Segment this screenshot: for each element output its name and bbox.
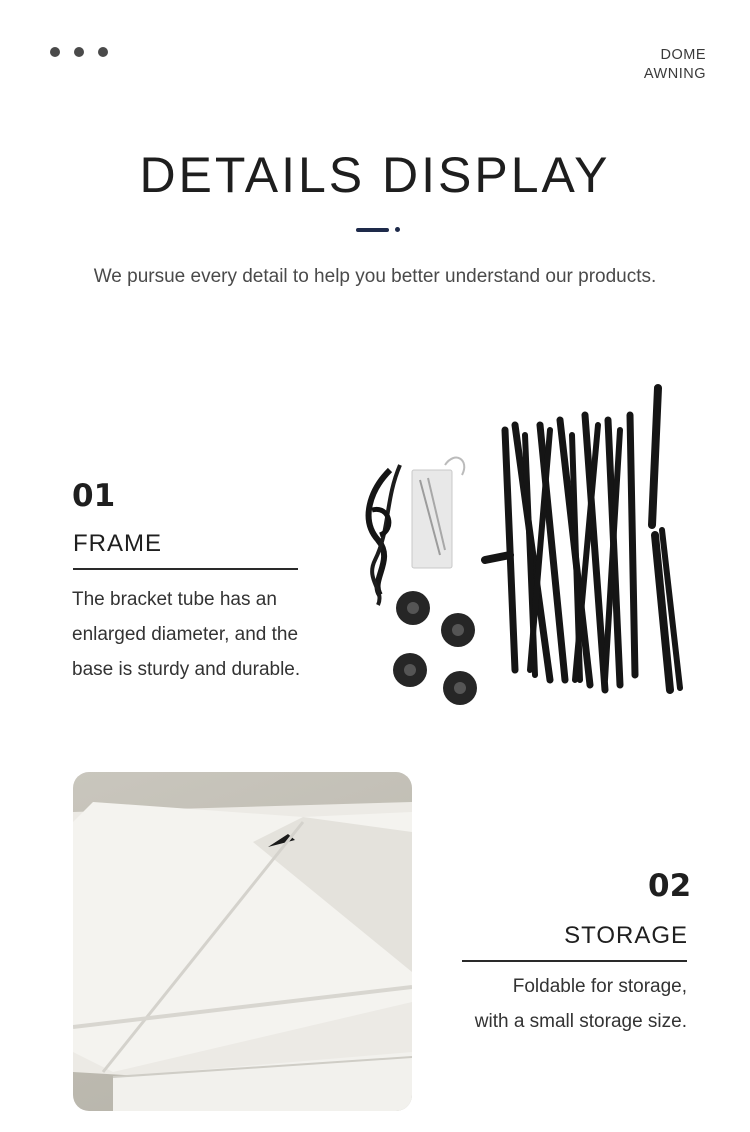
desc-line: with a small storage size. bbox=[474, 1011, 687, 1032]
desc-line: enlarged diameter, and the bbox=[72, 624, 299, 645]
brand-label bbox=[644, 46, 706, 84]
feature-desc-frame bbox=[72, 582, 300, 687]
feature-desc-storage bbox=[475, 969, 687, 1039]
title-divider bbox=[356, 227, 400, 232]
feature-number-storage: 02 bbox=[648, 868, 692, 904]
poles bbox=[485, 388, 680, 690]
strap bbox=[369, 465, 400, 605]
feature-title-storage: STORAGE bbox=[564, 922, 688, 949]
desc-line: The bracket tube has an bbox=[72, 589, 277, 610]
desc-line: Foldable for storage, bbox=[512, 976, 687, 997]
feature-rule-frame bbox=[73, 568, 298, 570]
feature-rule-storage bbox=[462, 960, 687, 962]
folded-fabric-image bbox=[73, 772, 412, 1111]
feature-title-frame: FRAME bbox=[73, 530, 162, 557]
base-connectors bbox=[393, 591, 477, 705]
feature-number-frame: 01 bbox=[72, 478, 116, 514]
divider-bar bbox=[356, 228, 389, 232]
brand-line-2: AWNING bbox=[643, 66, 706, 82]
page-subtitle: We pursue every detail to help you better understand our products. bbox=[93, 266, 657, 287]
three-dots-icon[interactable] bbox=[50, 47, 108, 57]
dot bbox=[98, 47, 108, 57]
folded-fabric-drawing bbox=[73, 772, 412, 1111]
dot bbox=[74, 47, 84, 57]
divider-dot bbox=[395, 227, 400, 232]
brand-line-1: DOME bbox=[660, 47, 706, 63]
page-title: DETAILS DISPLAY bbox=[139, 147, 611, 203]
stake-bag bbox=[412, 458, 464, 568]
frame-poles-image bbox=[350, 380, 695, 720]
dot bbox=[50, 47, 60, 57]
desc-line: base is sturdy and durable. bbox=[72, 659, 301, 680]
